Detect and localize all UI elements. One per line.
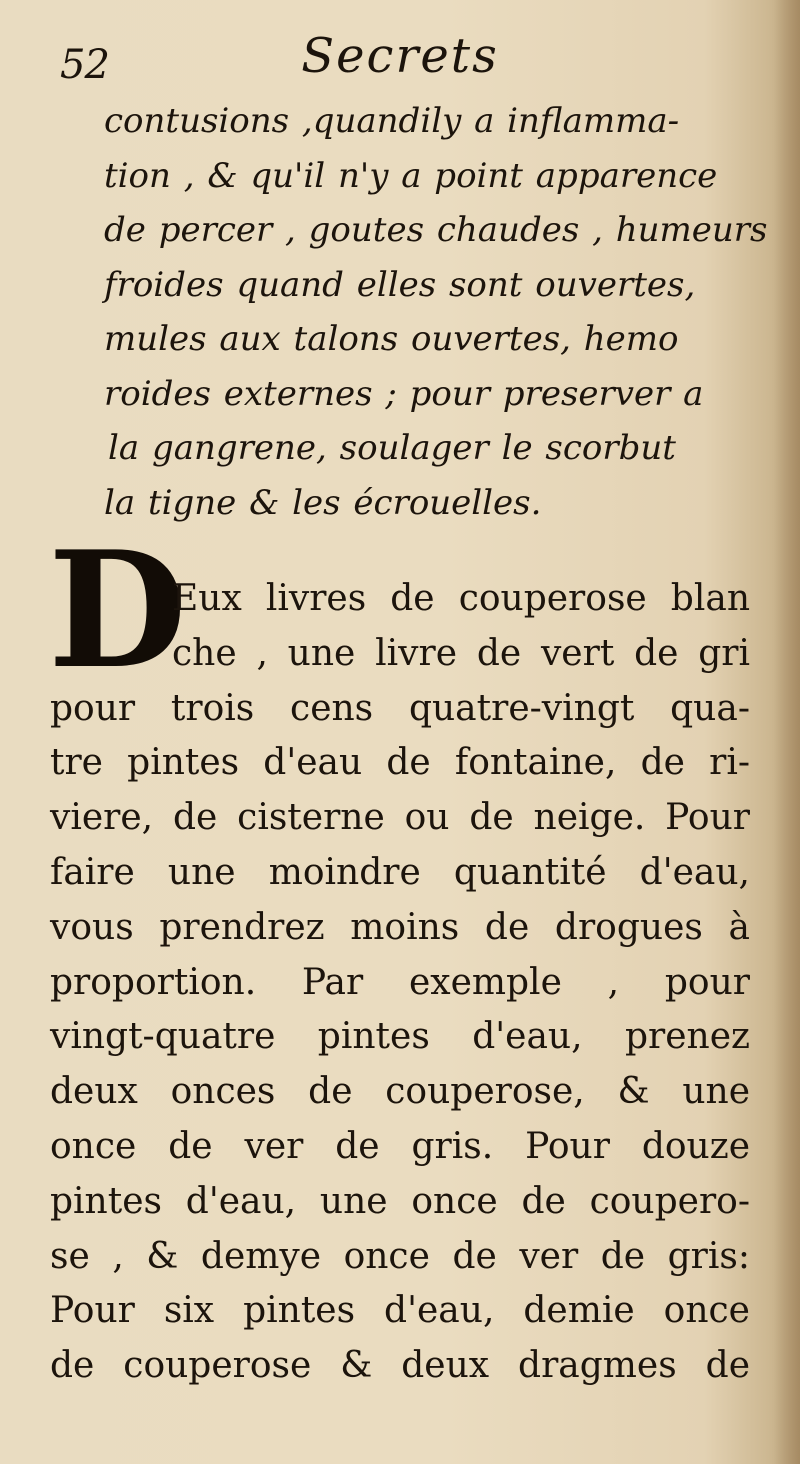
- recipe-line: pour trois cens quatre-vingt qua-: [50, 687, 750, 729]
- recipe-line: che , une livre de vert de gri: [172, 632, 750, 674]
- recipe-line: once de ver de gris. Pour douze: [50, 1125, 750, 1167]
- recipe-line: deux onces de couperose, & une: [50, 1071, 750, 1113]
- italic-line: mules aux talons ouvertes, hemo: [104, 319, 679, 359]
- italic-line: la gangrene, soulager le scorbut: [108, 428, 676, 468]
- recipe-line: faire une moindre quantité d'eau,: [50, 851, 750, 893]
- page-number: 52: [60, 42, 109, 88]
- recipe-paragraph: [50, 572, 750, 1394]
- recipe-line: viere, de cisterne ou de neige. Pour: [50, 797, 750, 839]
- italic-line: contusions ,quandily a inflamma-: [104, 101, 680, 141]
- running-title: Secrets: [301, 28, 499, 84]
- italic-line: la tigne & les écrouelles.: [104, 482, 542, 523]
- italic-line: tion , & qu'il n'y a point apparence: [104, 155, 718, 196]
- recipe-line: Pour six pintes d'eau, demie once: [50, 1290, 750, 1332]
- italic-line: froides quand elles sont ouvertes,: [104, 264, 696, 305]
- recipe-line: pintes d'eau, une once de coupero-: [50, 1180, 750, 1222]
- recipe-line: se , & demye once de ver de gris:: [50, 1235, 750, 1277]
- recipe-line: de couperose & deux dragmes de: [50, 1345, 750, 1387]
- recipe-line: Eux livres de couperose blan: [172, 578, 750, 619]
- page-gutter-shadow: [774, 0, 800, 1464]
- recipe-line: vingt-quatre pintes d'eau, prenez: [50, 1016, 750, 1058]
- italic-line: roides externes ; pour preserver a: [104, 373, 704, 414]
- italic-line: de percer , goutes chaudes , humeurs: [104, 210, 768, 250]
- italic-paragraph: [104, 94, 768, 530]
- recipe-line: tre pintes d'eau de fontaine, de ri-: [50, 742, 750, 784]
- recipe-line: proportion. Par exemple , pour: [50, 961, 750, 1003]
- drop-capital: D: [48, 516, 187, 704]
- recipe-line: vous prendrez moins de drogues à: [50, 906, 750, 948]
